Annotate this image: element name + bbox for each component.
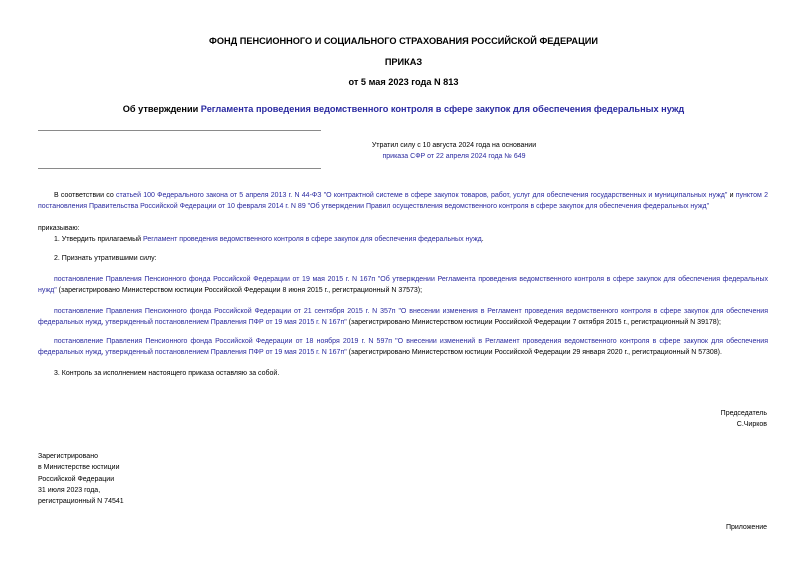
item-2: 2. Признать утратившими силу: [54, 255, 157, 262]
repealed-link-1[interactable]: постановление Правления Пенсионного фонда Российской Федерации от 19 мая 2015 г. N 167п "Об утверждении Регламента проведения ведомственного контроля в сфере закупок для обеспечения федеральных нужд" [38, 276, 768, 295]
doc-title [0, 104, 807, 114]
signature-name: С.Чирков [736, 421, 767, 429]
preamble-paragraph [38, 190, 768, 213]
repealed-item-2 [38, 306, 768, 329]
divider-bottom [38, 168, 321, 169]
registration-block [38, 451, 124, 507]
registration-line-2: в Министерстве юстиции [38, 464, 120, 472]
lost-force-link[interactable]: приказа СФР от 22 апреля 2024 года № 649 [382, 153, 526, 161]
repealed-item-3 [38, 336, 768, 359]
doc-title-link[interactable]: Регламента проведения ведомственного контроля в сфере закупок для обеспечения федеральных нужд [200, 104, 685, 114]
preamble-text-1: В соответствии со [54, 192, 116, 199]
item-1-tail: . [481, 236, 484, 243]
repealed-text-3: (зарегистрировано Министерством юстиции Российской Федерации 29 января 2020 г., регистрационный N 57308). [346, 349, 722, 357]
repealed-text-2: (зарегистрировано Министерством юстиции Российской Федерации 7 октября 2015 г., регистрационный N 39178); [346, 319, 721, 327]
registration-line-1: Зарегистрировано [38, 453, 98, 460]
item-3: 3. Контроль за исполнением настоящего приказа оставляю за собой. [54, 370, 280, 377]
lost-force-note [260, 140, 648, 163]
registration-line-4: 31 июля 2023 года, [38, 486, 101, 494]
repealed-text-1: (зарегистрировано Министерством юстиции Российской Федерации 8 июня 2015 г., регистрационный N 37573); [56, 287, 423, 295]
repealed-link-2[interactable]: постановление Правления Пенсионного фонда Российской Федерации от 21 сентября 2015 г. N 357п "О внесении изменения в Регламент проведения ведомственного контроля в сфере закупок для обеспечения федеральных нужд, утвержденный постановлением Правления ПФР от 19 мая 2015 г. N 167п" [38, 308, 768, 327]
registration-line-3: Российской Федерации [38, 475, 115, 483]
appendix-label: Приложение [725, 524, 767, 531]
registration-line-5: регистрационный N 74541 [38, 498, 124, 506]
preamble-text-2: и [727, 192, 736, 199]
law-44fz-link[interactable]: статьей 100 Федерального закона от 5 апреля 2013 г. N 44-ФЗ "О контрактной системе в сфере закупок товаров, работ, услуг для обеспечения государственных и муниципальных нужд" [115, 192, 728, 199]
divider-top [38, 130, 321, 131]
organization-heading: ФОНД ПЕНСИОННОГО И СОЦИАЛЬНОГО СТРАХОВАНИЯ РОССИЙСКОЙ ФЕДЕРАЦИИ [209, 36, 598, 46]
doc-date-number: от 5 мая 2023 года N 813 [348, 77, 459, 87]
item-1 [54, 234, 484, 245]
regulation-link[interactable]: Регламент проведения ведомственного контроля в сфере закупок для обеспечения федеральных нужд [142, 236, 482, 243]
signature-block [721, 408, 767, 431]
government-decree-89-link[interactable]: пунктом 2 постановления Правительства Российской Федерации от 10 февраля 2014 г. N 89 "Об утверждении Правил осуществления ведомственного контроля в сфере закупок для обеспечения федеральных нужд" [38, 192, 768, 211]
doc-title-prefix: Об утверждении [122, 104, 201, 114]
doc-type-heading: ПРИКАЗ [384, 57, 423, 67]
item-1-text: 1. Утвердить прилагаемый [54, 236, 143, 243]
signature-position: Председатель [720, 410, 767, 417]
lost-force-text: Утратил силу с 10 августа 2024 года на основании [371, 142, 537, 149]
repealed-link-3[interactable]: постановление Правления Пенсионного фонда Российской Федерации от 18 ноября 2019 г. N 597п "О внесении изменений в Регламент проведения ведомственного контроля в сфере закупок для обеспечения федеральных нужд, утвержденный постановлением Правления ПФР от 19 мая 2015 г. N 167п" [38, 338, 768, 357]
repealed-item-1 [38, 274, 768, 297]
order-word: приказываю: [38, 225, 80, 232]
